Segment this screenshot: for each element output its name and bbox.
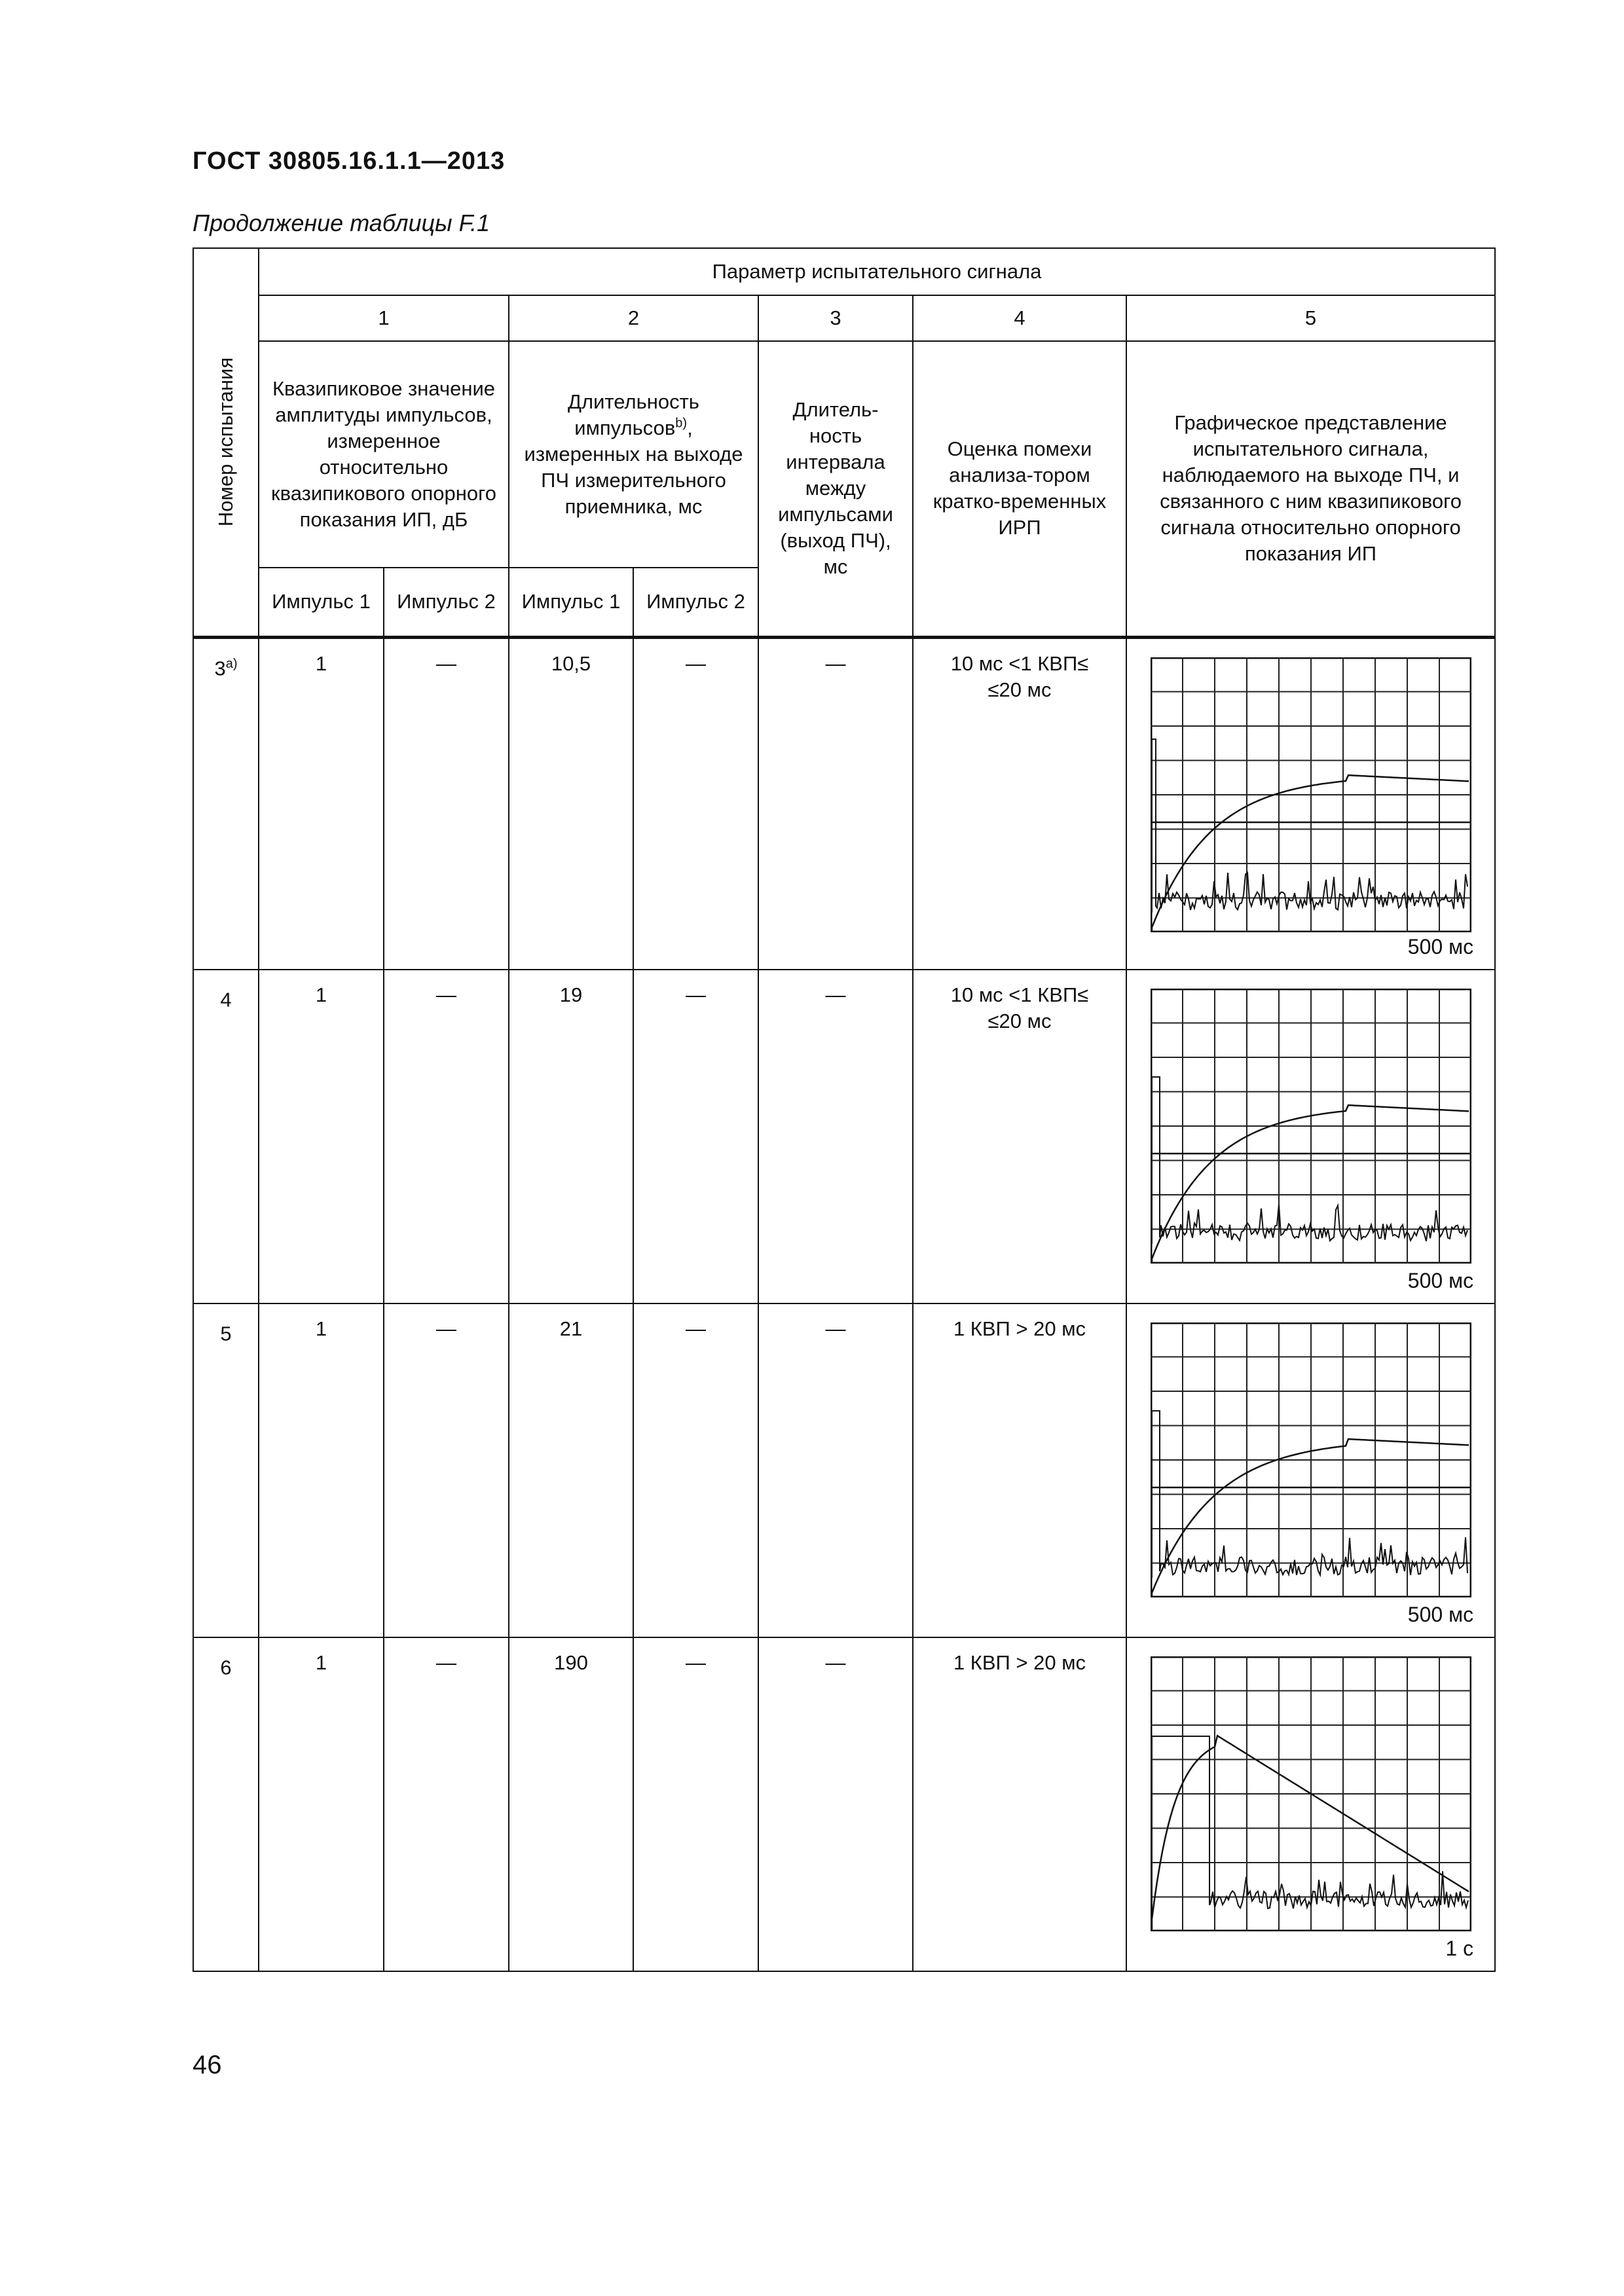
signal-oscillogram	[1151, 1322, 1471, 1597]
col-title-duration: Длительность импульсов$^{b)}$, измеренных на выходе ПЧ измерительного приемника, мс	[509, 341, 758, 568]
test-number: 3$^{a)}$	[193, 637, 259, 970]
time-scale-label: 500 мс	[1407, 1269, 1474, 1292]
test-parameters-table	[193, 247, 1496, 1972]
col-number-3: 3	[758, 295, 913, 341]
signal-oscillogram	[1151, 989, 1471, 1264]
evaluation-value: 10 мс <1 КВП≤ ≤20 мс	[913, 970, 1126, 1303]
table-row	[193, 1303, 1495, 1637]
test-number-header: Номер испытания	[193, 248, 259, 637]
evaluation-value: 10 мс <1 КВП≤ ≤20 мс	[913, 637, 1126, 970]
interval-value: —	[758, 1303, 913, 1637]
duration-pulse-1: 190	[509, 1637, 633, 1971]
time-scale-label: 500 мс	[1407, 935, 1474, 958]
duration-pulse-1: 19	[509, 970, 633, 1303]
test-number: 6	[193, 1637, 259, 1971]
duration-pulse-1: 21	[509, 1303, 633, 1637]
signal-graph-cell	[1126, 637, 1495, 970]
col-number-2: 2	[509, 295, 758, 341]
time-scale-label: 1 с	[1445, 1937, 1474, 1960]
signal-graph-cell	[1126, 970, 1495, 1303]
signal-graph-cell	[1126, 1637, 1495, 1971]
amplitude-pulse-2: —	[384, 970, 509, 1303]
sub-col-dur-pulse-1: Импульс 1	[509, 568, 633, 637]
amplitude-pulse-2: —	[384, 637, 509, 970]
duration-pulse-2: —	[633, 1303, 758, 1637]
interval-value: —	[758, 637, 913, 970]
signal-oscillogram	[1151, 1656, 1471, 1931]
table-row	[193, 637, 1495, 970]
standard-header: ГОСТ 30805.16.1.1—2013	[193, 147, 506, 175]
interval-value: —	[758, 1637, 913, 1971]
signal-graph-cell	[1126, 1303, 1495, 1637]
evaluation-value: 1 КВП > 20 мс	[913, 1303, 1126, 1637]
duration-pulse-2: —	[633, 970, 758, 1303]
interval-value: —	[758, 970, 913, 1303]
amplitude-pulse-2: —	[384, 1637, 509, 1971]
table-row	[193, 1637, 1495, 1971]
duration-pulse-1: 10,5	[509, 637, 633, 970]
col-number-1: 1	[259, 295, 509, 341]
col-title-evaluation: Оценка помехи анализа-тором кратко-временных ИРП	[913, 341, 1126, 637]
table-row	[193, 970, 1495, 1303]
col-number-4: 4	[913, 295, 1126, 341]
col-title-graph: Графическое представление испытательного сигнала, наблюдаемого на выходе ПЧ, и связанного с ним квазипикового сигнала относительно опорного показания ИП	[1126, 341, 1495, 637]
amplitude-pulse-1: 1	[259, 637, 384, 970]
sub-col-amp-pulse-2: Импульс 2	[384, 568, 509, 637]
group-header: Параметр испытательного сигнала	[259, 248, 1495, 295]
signal-oscillogram	[1151, 657, 1471, 932]
amplitude-pulse-1: 1	[259, 1637, 384, 1971]
sub-col-amp-pulse-1: Импульс 1	[259, 568, 384, 637]
sub-col-dur-pulse-2: Импульс 2	[633, 568, 758, 637]
col-title-amplitude: Квазипиковое значение амплитуды импульсов, измеренное относительно квазипикового опорного показания ИП, дБ	[259, 341, 509, 568]
col-title-interval: Длитель-ность интервала между импульсами (выход ПЧ), мс	[758, 341, 913, 637]
amplitude-pulse-1: 1	[259, 1303, 384, 1637]
col-number-5: 5	[1126, 295, 1495, 341]
test-number: 4	[193, 970, 259, 1303]
table-continuation-caption: Продолжение таблицы F.1	[193, 210, 490, 236]
amplitude-pulse-2: —	[384, 1303, 509, 1637]
time-scale-label: 500 мс	[1407, 1603, 1474, 1626]
duration-pulse-2: —	[633, 637, 758, 970]
evaluation-value: 1 КВП > 20 мс	[913, 1637, 1126, 1971]
page-number: 46	[193, 2050, 222, 2079]
amplitude-pulse-1: 1	[259, 970, 384, 1303]
duration-pulse-2: —	[633, 1637, 758, 1971]
test-number: 5	[193, 1303, 259, 1637]
